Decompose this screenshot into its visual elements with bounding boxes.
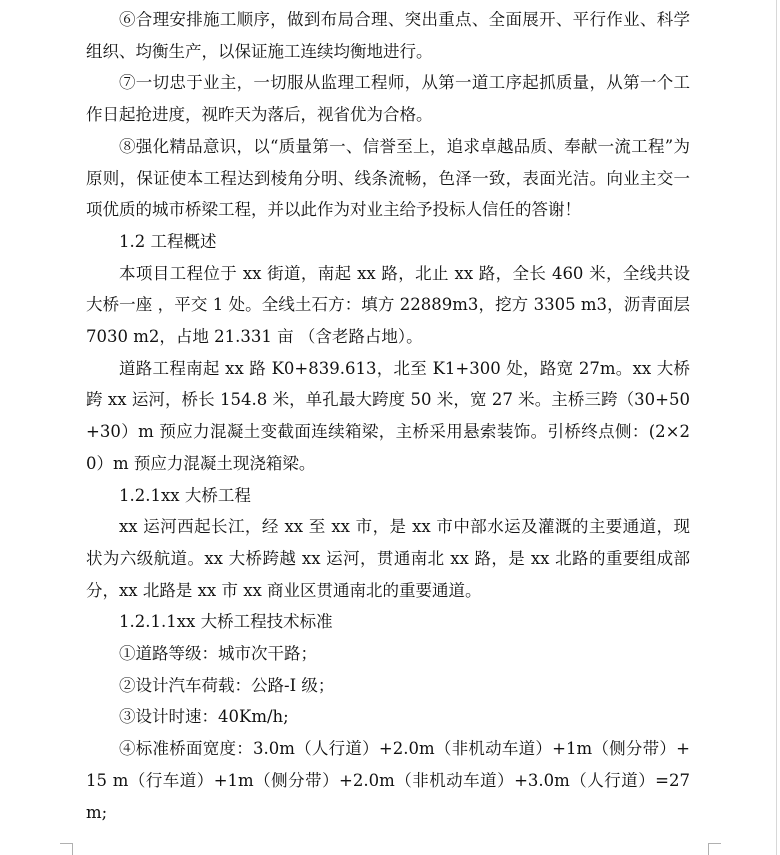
document-body [86, 4, 690, 828]
margin-corner-mark-left [60, 843, 73, 855]
paragraph-project-overview: 本项目工程位于 xx 街道，南起 xx 路，北止 xx 路，全长 460 米，全线共设大桥一座 ，平交 1 处。全线土石方：填方 22889m3，挖方 3305 m3，沥青面层 7030 m2，占地 21.331 亩 （含老路占地）。 [86, 263, 690, 347]
margin-corner-mark-right [708, 843, 721, 855]
standard-item-road-grade: ①道路等级：城市次干路； [119, 644, 317, 664]
paragraph-principle-6: ⑥合理安排施工顺序，做到布局合理、突出重点、全面展开、平行作业、科学组织、均衡生产，以保证施工连续均衡地进行。 [86, 10, 690, 61]
paragraph-principle-7: ⑦一切忠于业主，一切服从监理工程师，从第一道工序起抓质量，从第一个工作日起抢进度，视昨天为落后，视省优为合格。 [86, 73, 690, 125]
paragraph-canal-description: xx 运河西起长江，经 xx 至 xx 市，是 xx 市中部水运及灌溉的主要通道，现状为六级航道。xx 大桥跨越 xx 运河，贯通南北 xx 路，是 xx 北路的重要组成部分，xx 北路是 xx 市 xx 商业区贯通南北的重要通道。 [86, 517, 690, 600]
section-heading-1-2-1-1: 1.2.1.1xx 大桥工程技术标准 [119, 612, 333, 632]
section-heading-1-2-1: 1.2.1xx 大桥工程 [119, 485, 251, 505]
paragraph-principle-8: ⑧强化精品意识，以“质量第一、信誉至上，追求卓越品质、奉献一流工程”为原则，保证使本工程达到棱角分明、线条流畅，色泽一致，表面光洁。向业主交一项优质的城市桥梁工程，并以此作为对业主给予投标人信任的答谢！ [86, 136, 690, 220]
page-right-edge [776, 0, 777, 855]
standard-item-design-speed: ③设计时速：40Km/h; [119, 707, 289, 727]
standard-item-deck-width: ④标准桥面宽度：3.0m（人行道）+2.0m（非机动车道）+1m（侧分带）+15 m（行车道）+1m（侧分带）+2.0m（非机动车道）+3.0m（人行道）=27m; [86, 739, 690, 822]
section-heading-1-2: 1.2 工程概述 [119, 231, 217, 251]
standard-item-vehicle-load: ②设计汽车荷载：公路-I 级； [119, 675, 335, 695]
paragraph-road-works: 道路工程南起 xx 路 K0+839.613，北至 K1+300 处，路宽 27m。xx 大桥跨 xx 运河，桥长 154.8 米，单孔最大跨度 50 米，宽 27 米。主桥三跨（30+50+30）m 预应力混凝土变截面连续箱梁，主桥采用悬索装饰。引桥终点侧：(2×20）m 预应力混凝土现浇箱梁。 [86, 358, 690, 473]
